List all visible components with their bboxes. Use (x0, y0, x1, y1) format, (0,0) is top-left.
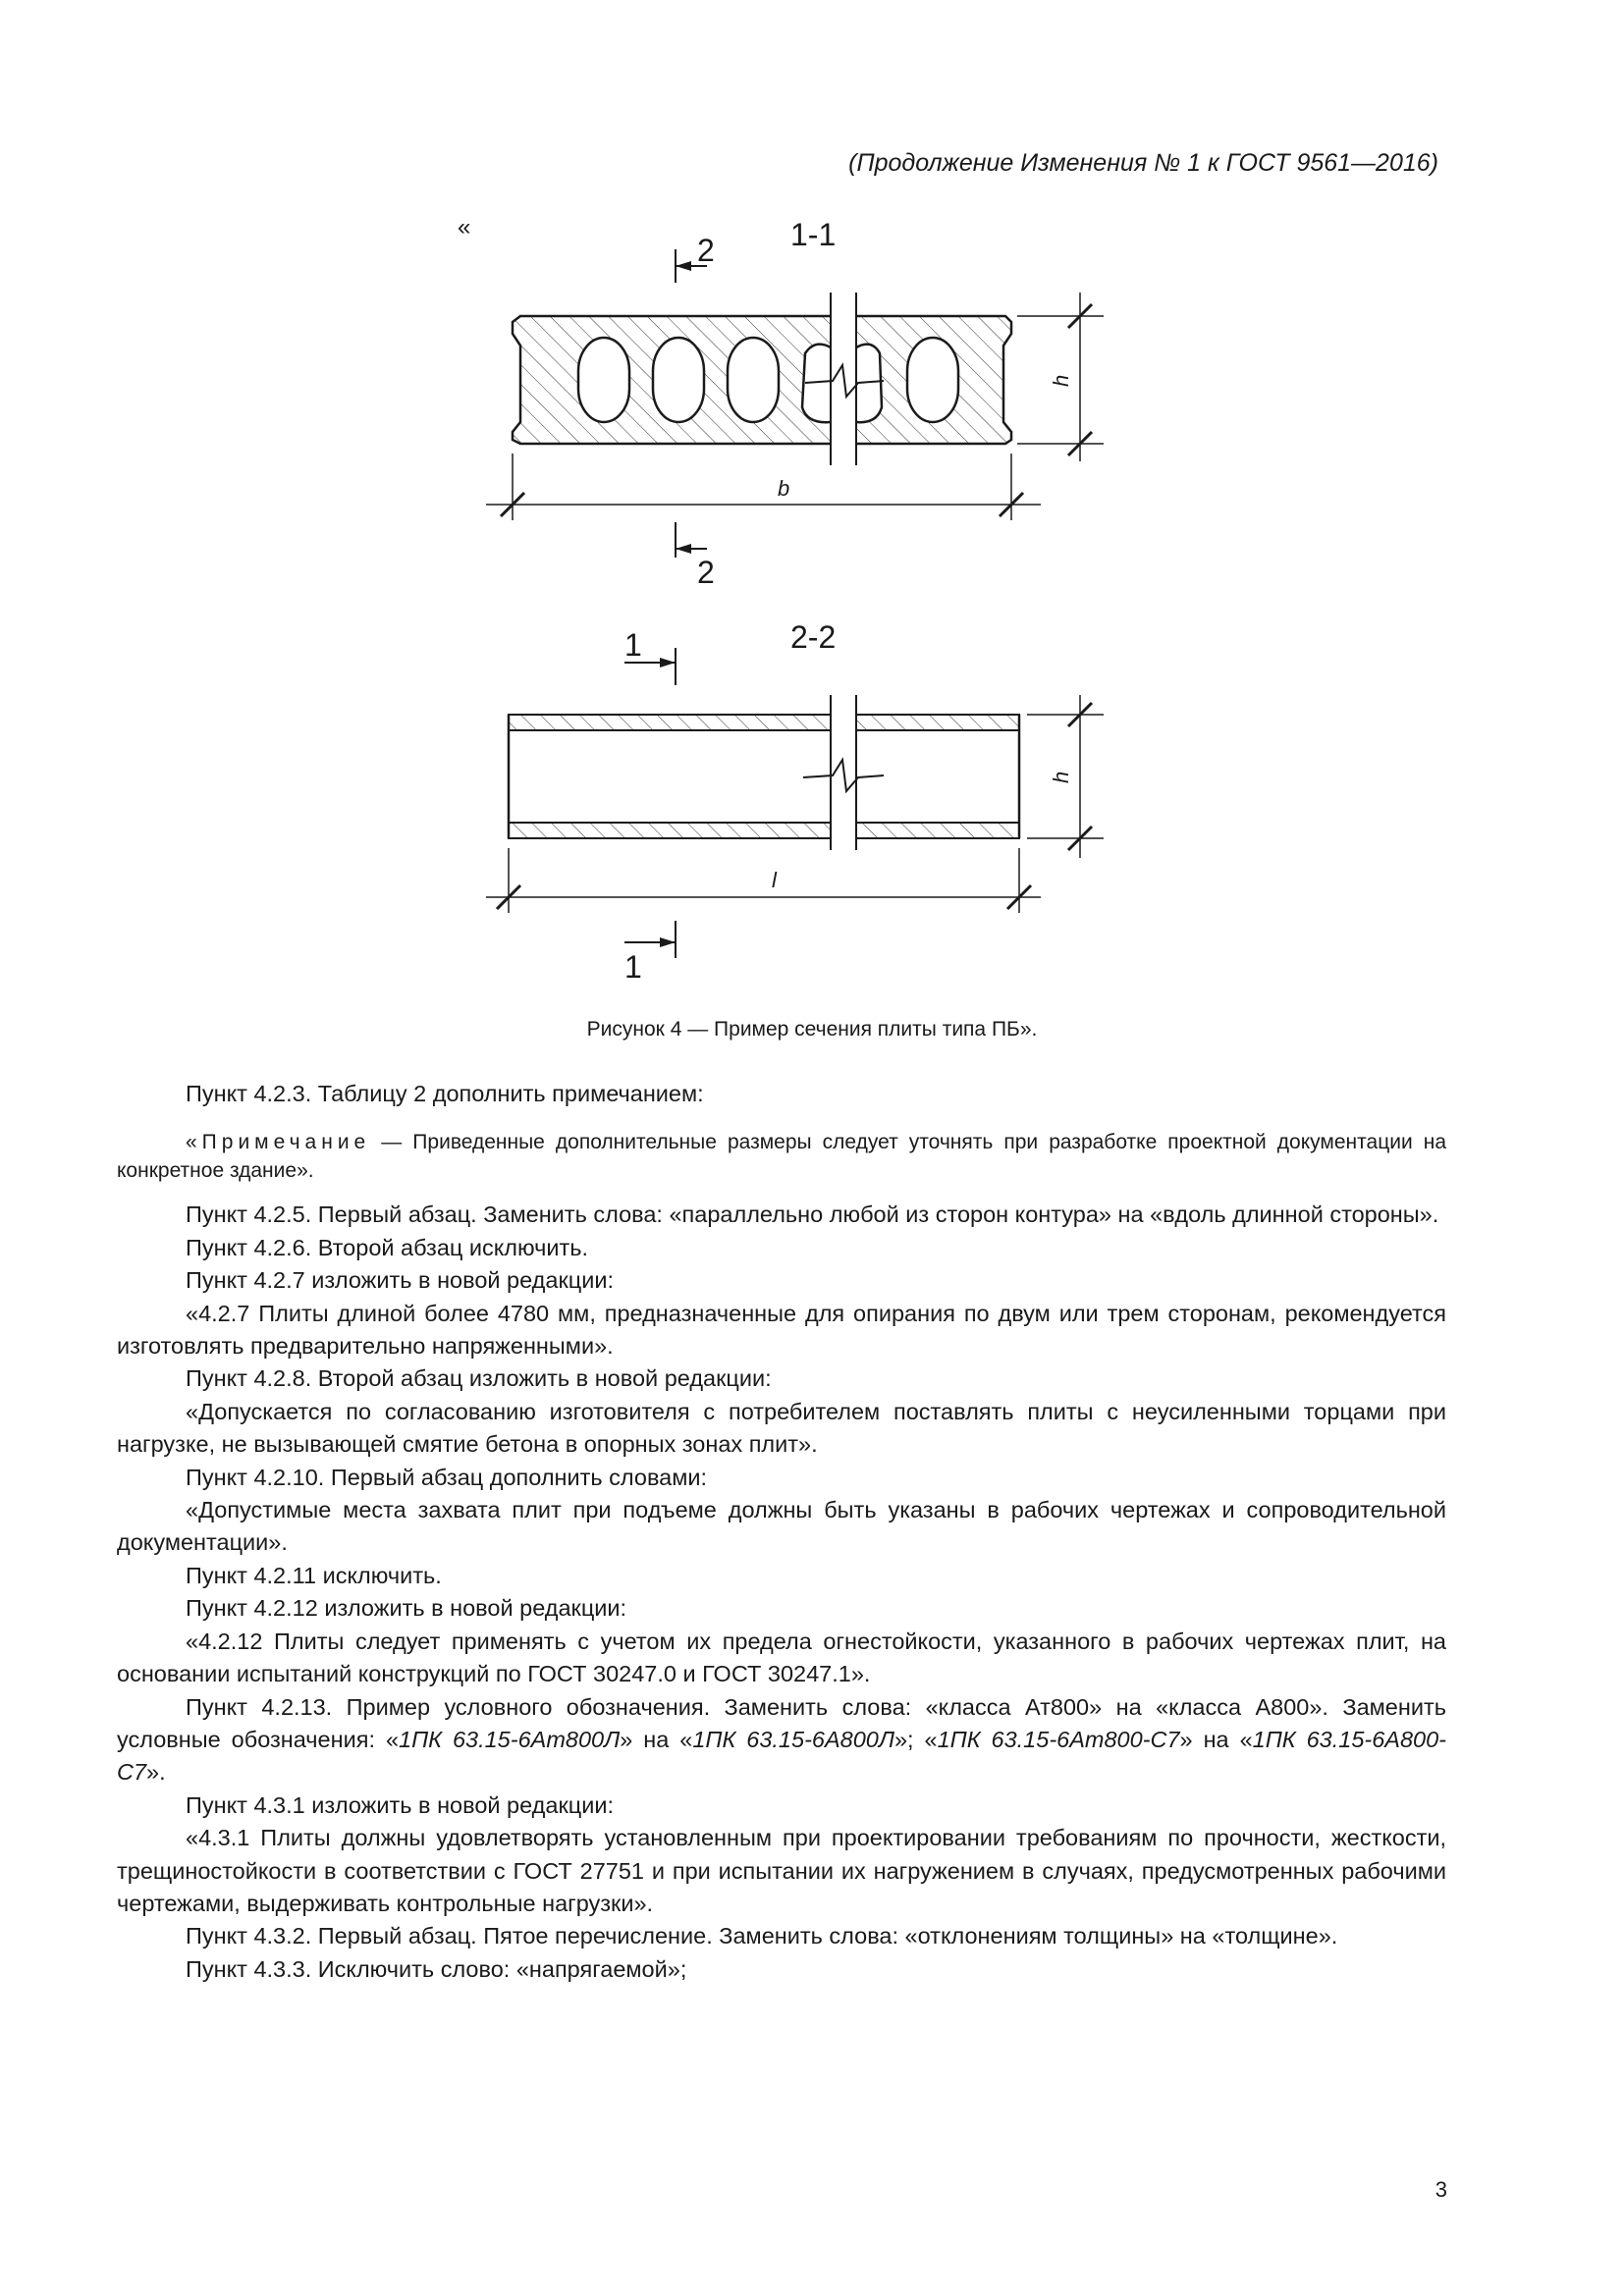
document-header: (Продолжение Изменения № 1 к ГОСТ 9561—2016) (848, 149, 1438, 177)
cut-mark-1-bottom: 1 (624, 949, 642, 985)
paragraph: Пункт 4.2.11 исключить. (186, 1562, 442, 1588)
section-title-2-2: 2-2 (790, 619, 837, 655)
text-run: Пункт 4.2.13. Пример условного обозначения. Заменить слова: «класса Ат800» на «класса А800». Заменить условные обозначения: « (117, 1693, 1446, 1752)
paragraph: Пункт 4.2.3. Таблицу 2 дополнить примечанием: (186, 1081, 704, 1106)
designation-code: 1ПК 63.15-6А800Л (692, 1726, 894, 1752)
note-text: — Приведенные дополнительные размеры следует уточнять при разработке проектной документации на конкретное здание». (117, 1131, 1446, 1183)
designation-code: 1ПК 63.15-6Ат800-С7 (937, 1726, 1180, 1752)
text-run: »; « (893, 1726, 938, 1752)
text-run: ». (146, 1759, 166, 1786)
note-paragraph (117, 1128, 1446, 1185)
text-run: » на « (620, 1726, 693, 1752)
paragraph: «4.3.1 Плиты должны удовлетворять установленным при проектировании требованиям по прочности, жесткости, трещиностойкости в соответствии с ГОСТ 27751 и при испытании их нагружением в случаях, предусмотренных рабочими чертежами, выдерживать контрольные нагрузки». (117, 1825, 1446, 1916)
paragraph: Пункт 4.2.8. Второй абзац изложить в новой редакции: (186, 1365, 772, 1392)
paragraph: «4.2.12 Плиты следует применять с учетом их предела огнестойкости, указанного в рабочих чертежах плит, на основании испытаний конструкций по ГОСТ 30247.0 и ГОСТ 30247.1». (117, 1628, 1446, 1687)
dim-h-top: h (1049, 374, 1073, 387)
paragraph: «Допускается по согласованию изготовителя с потребителем поставлять плиты с неусиленными торцами при нагрузке, не вызывающей смятие бетона в опорных зонах плит». (117, 1398, 1446, 1458)
paragraph: Пункт 4.3.1 изложить в новой редакции: (186, 1791, 614, 1818)
note-heading: «Примечание (186, 1131, 371, 1154)
paragraph: Пункт 4.2.10. Первый абзац дополнить словами: (186, 1464, 708, 1490)
cut-mark-1-top: 1 (624, 627, 642, 663)
document-body (117, 1078, 1446, 1986)
slab-section-drawing (0, 0, 1624, 1001)
paragraph: Пункт 4.3.2. Первый абзац. Пятое перечисление. Заменить слова: «отклонениям толщины» на «толщине». (186, 1923, 1338, 1949)
cut-mark-2-bottom: 2 (697, 555, 715, 590)
paragraph: «4.2.7 Плиты длиной более 4780 мм, предназначенные для опирания по двум или трем сторонам, рекомендуется изготовлять предварительно напряженными». (117, 1300, 1446, 1360)
section-title-1-1: 1-1 (790, 217, 837, 252)
designation-code: 1ПК 63.15-6А800-С7 (117, 1726, 1446, 1786)
text-run: » на « (1179, 1726, 1253, 1752)
figure-caption: Рисунок 4 — Пример сечения плиты типа ПБ». (586, 1018, 1038, 1041)
section-1-1 (486, 217, 1104, 590)
paragraph: Пункт 4.2.5. Первый абзац. Заменить слова: «параллельно любой из сторон контура» на «вдоль длинной стороны». (186, 1201, 1439, 1228)
paragraph (117, 1691, 1446, 1789)
dim-l: l (772, 868, 777, 892)
paragraph: «Допустимые места захвата плит при подъеме должны быть указаны в рабочих чертежах и сопроводительной документации». (117, 1497, 1446, 1556)
paragraph: Пункт 4.2.12 изложить в новой редакции: (186, 1595, 627, 1622)
figure-open-quote: « (458, 214, 471, 240)
paragraph: Пункт 4.2.7 изложить в новой редакции: (186, 1267, 614, 1294)
dim-b: b (778, 476, 790, 501)
dim-h-bottom: h (1049, 771, 1073, 783)
paragraph: Пункт 4.3.3. Исключить слово: «напрягаемой»; (186, 1955, 687, 1982)
page-number: 3 (1435, 2177, 1447, 2202)
section-2-2 (486, 619, 1104, 985)
cut-mark-2-top: 2 (697, 233, 715, 268)
paragraph: Пункт 4.2.6. Второй абзац исключить. (186, 1234, 589, 1260)
designation-code: 1ПК 63.15-6Ат800Л (399, 1726, 621, 1752)
